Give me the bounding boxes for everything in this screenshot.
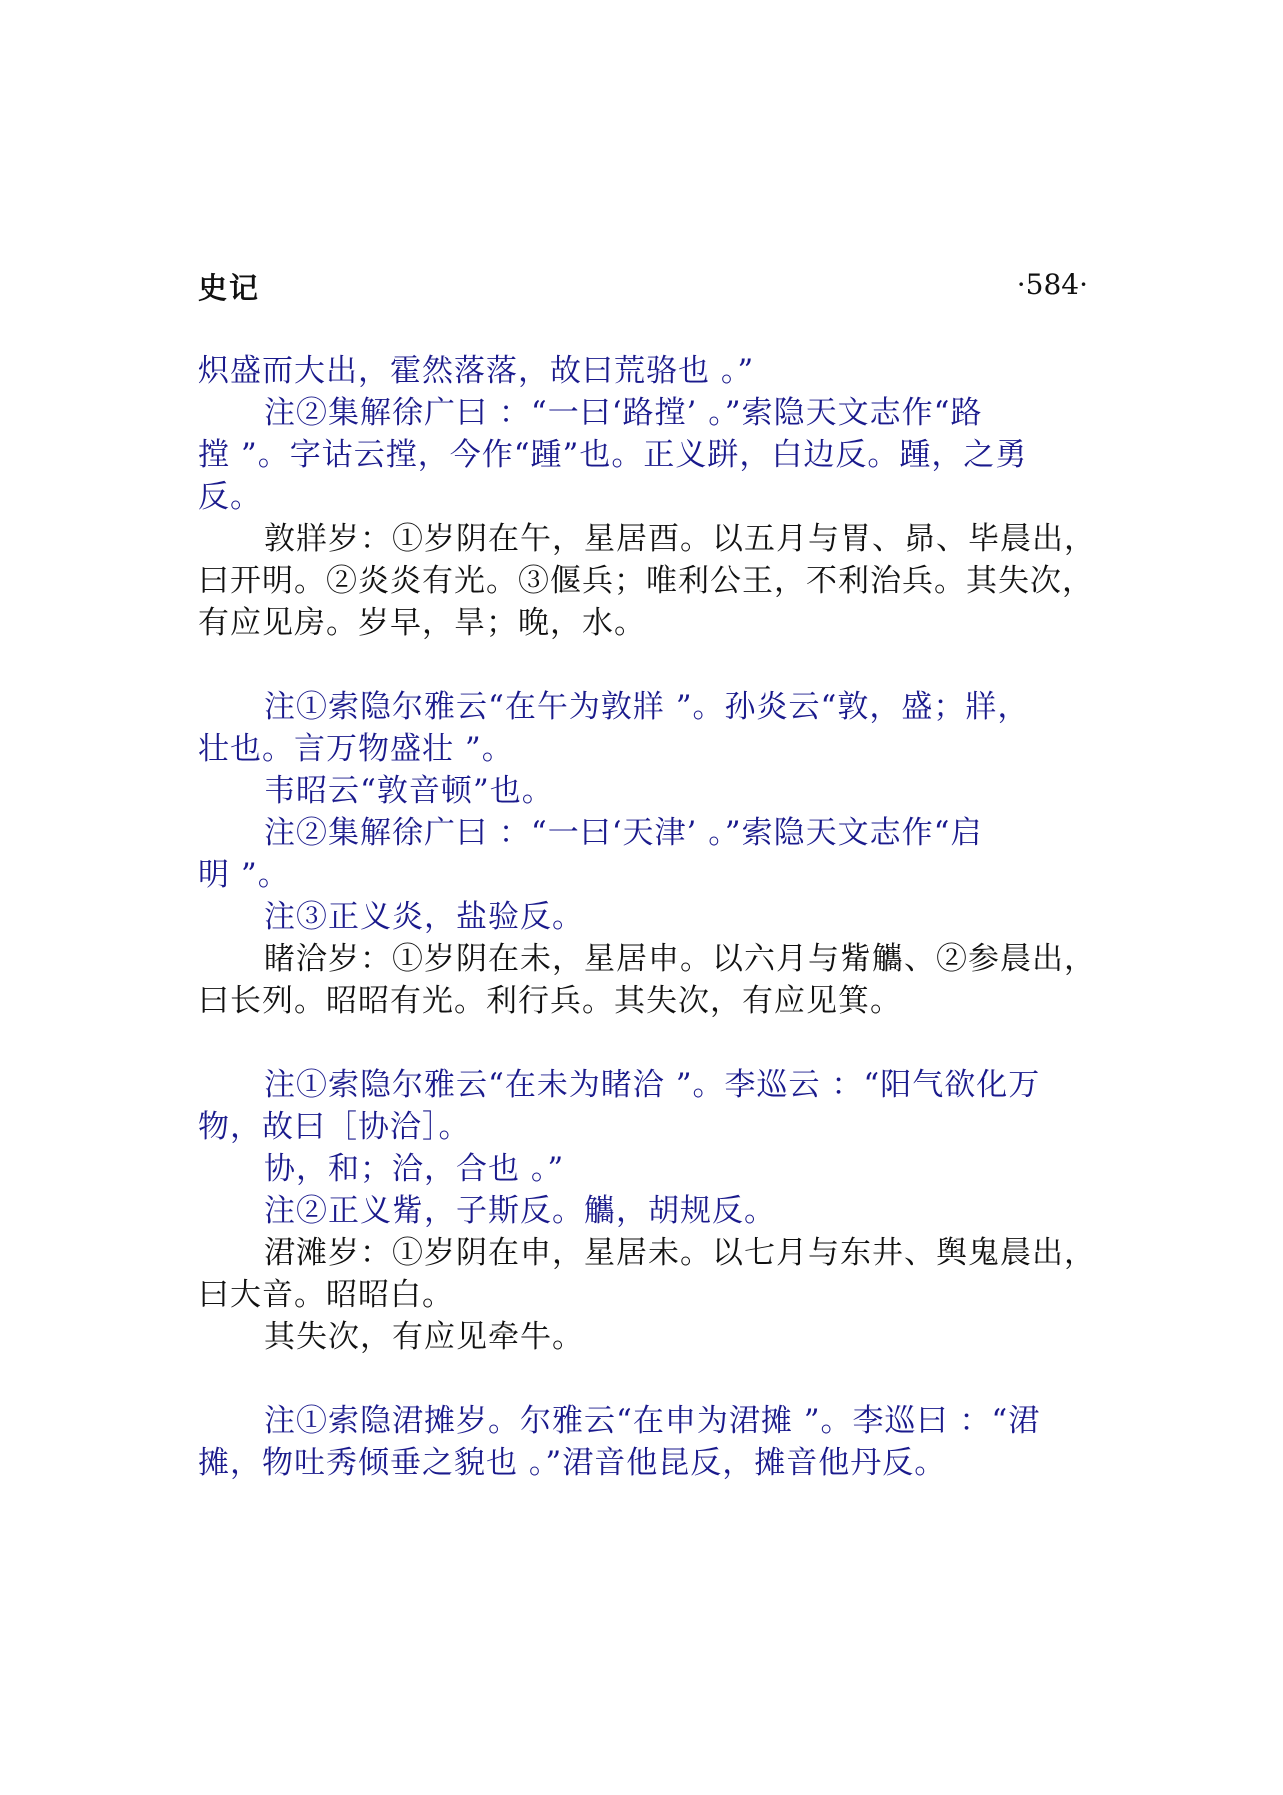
annotation-line: 注②集解徐广曰 ：“一曰‘天津’ 。”索隐天文志作“启	[264, 815, 983, 851]
annotation-line: 炽盛而大出，霍然落落，故曰荒骆也 。”	[198, 353, 755, 389]
annotation-line: 注①索隐尔雅云“在未为睹洽 ”。李巡云 ：“阳气欲化万	[264, 1067, 1041, 1103]
main-text-line: 其失次，有应见牵牛。	[264, 1319, 584, 1355]
page-number: ·584·	[1016, 268, 1088, 301]
annotation-line: 协，和；洽，合也 。”	[264, 1151, 565, 1187]
annotation-line: 摚 ”。字诂云摚，今作“踵”也。正义跰，白边反。踵，之勇	[198, 437, 1028, 473]
annotation-line: 注②集解徐广曰 ：“一曰‘路摚’ 。”索隐天文志作“路	[264, 395, 983, 431]
main-text-line: 睹洽岁：①岁阴在未，星居申。以六月与觜觿、②参晨出，	[264, 941, 1096, 977]
annotation-line: 注②正义觜，子斯反。觿，胡规反。	[264, 1193, 776, 1229]
annotation-line: 明 ”。	[198, 857, 290, 893]
page-header	[198, 266, 1088, 310]
main-text-line: 敦牂岁：①岁阴在午，星居酉。以五月与胃、昴、毕晨出，	[264, 521, 1096, 557]
annotation-line: 韦昭云“敦音顿”也。	[264, 773, 554, 809]
main-text-line: 曰大音。昭昭白。	[198, 1277, 454, 1313]
paragraph-gap	[198, 644, 1098, 686]
annotation-line: 注①索隐涒摊岁。尔雅云“在申为涒摊 ”。李巡曰 ：“涒	[264, 1403, 1041, 1439]
body-text	[198, 350, 1098, 1484]
paragraph-gap	[198, 1022, 1098, 1064]
annotation-line: 注①索隐尔雅云“在午为敦牂 ”。孙炎云“敦，盛；牂，	[264, 689, 1030, 725]
main-text-line: 曰长列。昭昭有光。利行兵。其失次，有应见箕。	[198, 983, 902, 1019]
book-title: 史记	[198, 271, 261, 305]
annotation-line: 物，故曰［协洽］。	[198, 1109, 471, 1145]
annotation-line: 反。	[198, 479, 262, 515]
annotation-line: 摊，物吐秀倾垂之貌也 。”涒音他昆反，摊音他丹反。	[198, 1445, 947, 1481]
paragraph-gap	[198, 1358, 1098, 1400]
main-text-line: 曰开明。②炎炎有光。③偃兵；唯利公王，不利治兵。其失次，	[198, 563, 1094, 599]
main-text-line: 有应见房。岁早，旱；晚，水。	[198, 605, 646, 641]
annotation-line: 壮也。言万物盛壮 ”。	[198, 731, 514, 767]
main-text-line: 涒滩岁：①岁阴在申，星居未。以七月与东井、舆鬼晨出，	[264, 1235, 1096, 1271]
annotation-line: 注③正义炎，盐验反。	[264, 899, 584, 935]
